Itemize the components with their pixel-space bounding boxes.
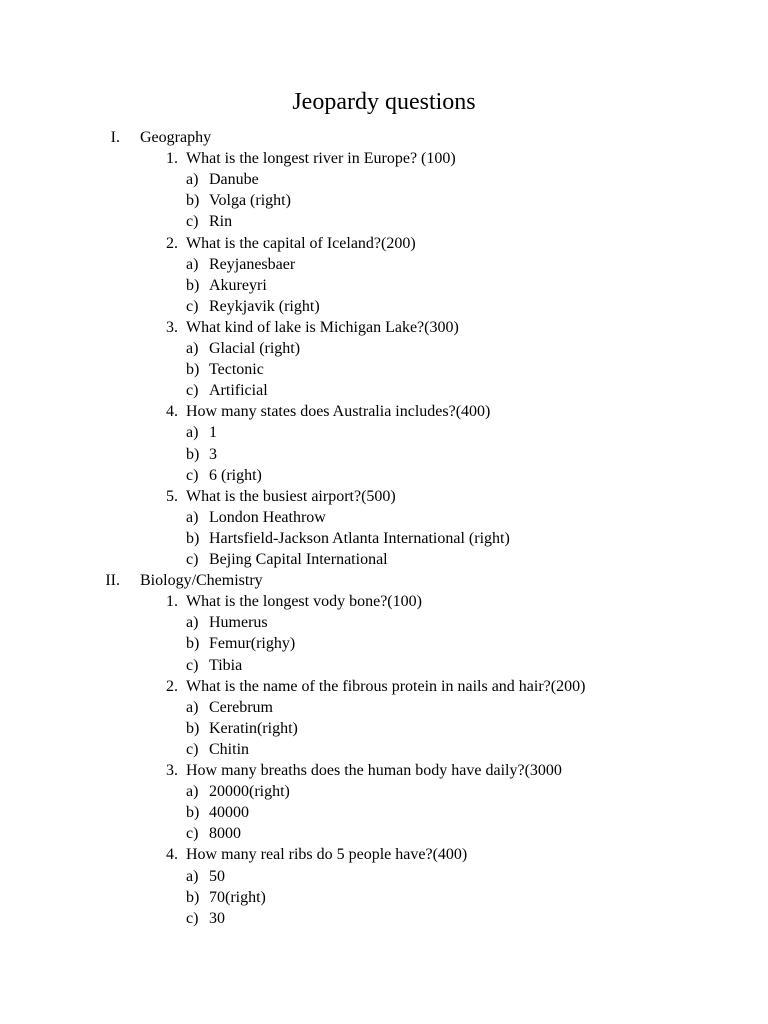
answer-option-marker: a) xyxy=(186,867,199,885)
answer-option-text: 8000 xyxy=(209,825,241,843)
answer-option-text: 1 xyxy=(209,424,217,442)
answer-option-text: Volga (right) xyxy=(209,192,291,210)
answer-option xyxy=(186,781,290,802)
question-item xyxy=(140,148,456,169)
answer-option-text: Tectonic xyxy=(209,361,264,379)
answer-option xyxy=(186,908,225,929)
answer-option-marker: a) xyxy=(186,614,199,632)
answer-option-marker: a) xyxy=(186,340,199,357)
answer-option xyxy=(186,380,268,401)
answer-option-text: 70(right) xyxy=(209,888,266,906)
answer-option xyxy=(186,823,241,844)
answer-option xyxy=(186,612,268,633)
answer-option-text: Artificial xyxy=(209,382,268,400)
question-item-text: How many breaths does the human body have daily?(3000 xyxy=(186,762,562,779)
question-item-text: How many states does Australia includes?(400) xyxy=(186,403,491,421)
answer-option-marker: c) xyxy=(186,740,199,758)
answer-option-marker: c) xyxy=(186,466,199,484)
answer-option xyxy=(186,169,259,190)
answer-option-text: 20000(right) xyxy=(209,783,290,801)
answer-option-marker: b) xyxy=(186,804,200,822)
question-item-text: What is the capital of Iceland?(200) xyxy=(186,234,416,252)
answer-option-marker: a) xyxy=(186,424,199,442)
answer-option xyxy=(186,739,250,760)
answer-option-marker: a) xyxy=(186,698,199,716)
answer-option xyxy=(186,465,262,486)
answer-option-marker: c) xyxy=(186,656,199,674)
answer-option-marker: c) xyxy=(186,213,199,231)
answer-option-text: Chitin xyxy=(209,740,250,758)
answer-option-marker: b) xyxy=(186,888,200,906)
answer-option xyxy=(186,444,217,465)
answer-option-text: Rin xyxy=(209,213,233,231)
question-item xyxy=(140,591,422,612)
answer-option-text: 30 xyxy=(209,909,225,927)
question-item-marker: 2. xyxy=(166,234,178,252)
answer-option xyxy=(186,718,298,739)
answer-option xyxy=(186,655,243,676)
answer-option-text: Humerus xyxy=(209,614,268,632)
answer-option-text: Keratin(right) xyxy=(209,719,298,737)
answer-option xyxy=(186,802,249,823)
answer-option-text: Tibia xyxy=(209,656,243,674)
question-item-text: What is the name of the fibrous protein in nails and hair?(200) xyxy=(186,677,586,695)
answer-option xyxy=(186,507,326,528)
question-item-marker: 1. xyxy=(166,593,178,611)
answer-option-text: Femur(righy) xyxy=(209,635,296,653)
answer-option xyxy=(186,549,388,570)
answer-option-text: Bejing Capital International xyxy=(209,551,388,568)
answer-option xyxy=(186,338,301,359)
question-item-text: What is the busiest airport?(500) xyxy=(186,487,396,505)
answer-option-marker: c) xyxy=(186,909,199,927)
answer-option-marker: c) xyxy=(186,382,199,400)
answer-option-marker: a) xyxy=(186,171,199,189)
section-heading-text: Geography xyxy=(140,129,212,146)
section-heading-marker: II. xyxy=(105,572,120,590)
section-heading xyxy=(80,570,263,591)
question-item-marker: 3. xyxy=(166,318,178,336)
question-item-text: What is the longest vody bone?(100) xyxy=(186,593,422,611)
answer-option xyxy=(186,528,510,549)
answer-option-marker: b) xyxy=(186,719,200,737)
answer-option xyxy=(186,296,320,317)
section-heading-marker: I. xyxy=(110,129,120,146)
answer-option-text: 50 xyxy=(209,867,225,885)
answer-option-text: Reyjanesbaer xyxy=(209,255,296,273)
answer-option xyxy=(186,211,233,232)
answer-option xyxy=(186,359,264,380)
document-title: Jeopardy questions xyxy=(292,89,476,115)
answer-option xyxy=(186,190,291,211)
answer-option-marker: a) xyxy=(186,508,199,526)
answer-option-text: Akureyri xyxy=(209,276,267,294)
answer-option-text: Danube xyxy=(209,171,259,189)
question-item-marker: 2. xyxy=(166,677,178,695)
answer-option xyxy=(186,866,225,887)
answer-option xyxy=(186,633,296,654)
question-item xyxy=(140,317,459,338)
answer-option-text: 40000 xyxy=(209,804,249,822)
question-item xyxy=(140,844,468,865)
answer-option-text: 6 (right) xyxy=(209,466,262,484)
answer-option-marker: b) xyxy=(186,192,200,210)
answer-option-marker: b) xyxy=(186,276,200,294)
question-item xyxy=(140,486,396,507)
answer-option-marker: b) xyxy=(186,529,200,547)
question-item xyxy=(140,233,416,254)
question-item-marker: 4. xyxy=(166,846,178,864)
section-heading-text: Biology/Chemistry xyxy=(140,572,263,590)
answer-option xyxy=(186,422,217,443)
question-item xyxy=(140,401,491,422)
answer-option-text: Glacial (right) xyxy=(209,340,301,357)
answer-option-marker: a) xyxy=(186,783,199,801)
answer-option-marker: c) xyxy=(186,551,199,568)
question-item-marker: 1. xyxy=(166,150,178,168)
answer-option-text: Cerebrum xyxy=(209,698,273,716)
answer-option xyxy=(186,697,273,718)
answer-option-marker: b) xyxy=(186,445,200,463)
question-item-text: How many real ribs do 5 people have?(400) xyxy=(186,846,468,864)
answer-option-marker: b) xyxy=(186,361,200,379)
section-heading xyxy=(80,127,212,148)
question-item xyxy=(140,760,562,781)
question-item-marker: 5. xyxy=(166,487,178,505)
answer-option xyxy=(186,275,267,296)
question-item xyxy=(140,676,586,697)
question-item-marker: 4. xyxy=(166,403,178,421)
answer-option xyxy=(186,254,296,275)
answer-option-marker: a) xyxy=(186,255,199,273)
answer-option xyxy=(186,887,266,908)
answer-option-text: Hartsfield-Jackson Atlanta International (right) xyxy=(209,529,510,547)
answer-option-text: 3 xyxy=(209,445,217,463)
answer-option-marker: b) xyxy=(186,635,200,653)
question-item-text: What is the longest river in Europe? (100) xyxy=(186,150,456,168)
answer-option-marker: c) xyxy=(186,825,199,843)
answer-option-text: Reykjavik (right) xyxy=(209,297,320,315)
question-item-marker: 3. xyxy=(166,762,178,779)
question-item-text: What kind of lake is Michigan Lake?(300) xyxy=(186,318,459,336)
answer-option-marker: c) xyxy=(186,297,199,315)
answer-option-text: London Heathrow xyxy=(209,508,326,526)
